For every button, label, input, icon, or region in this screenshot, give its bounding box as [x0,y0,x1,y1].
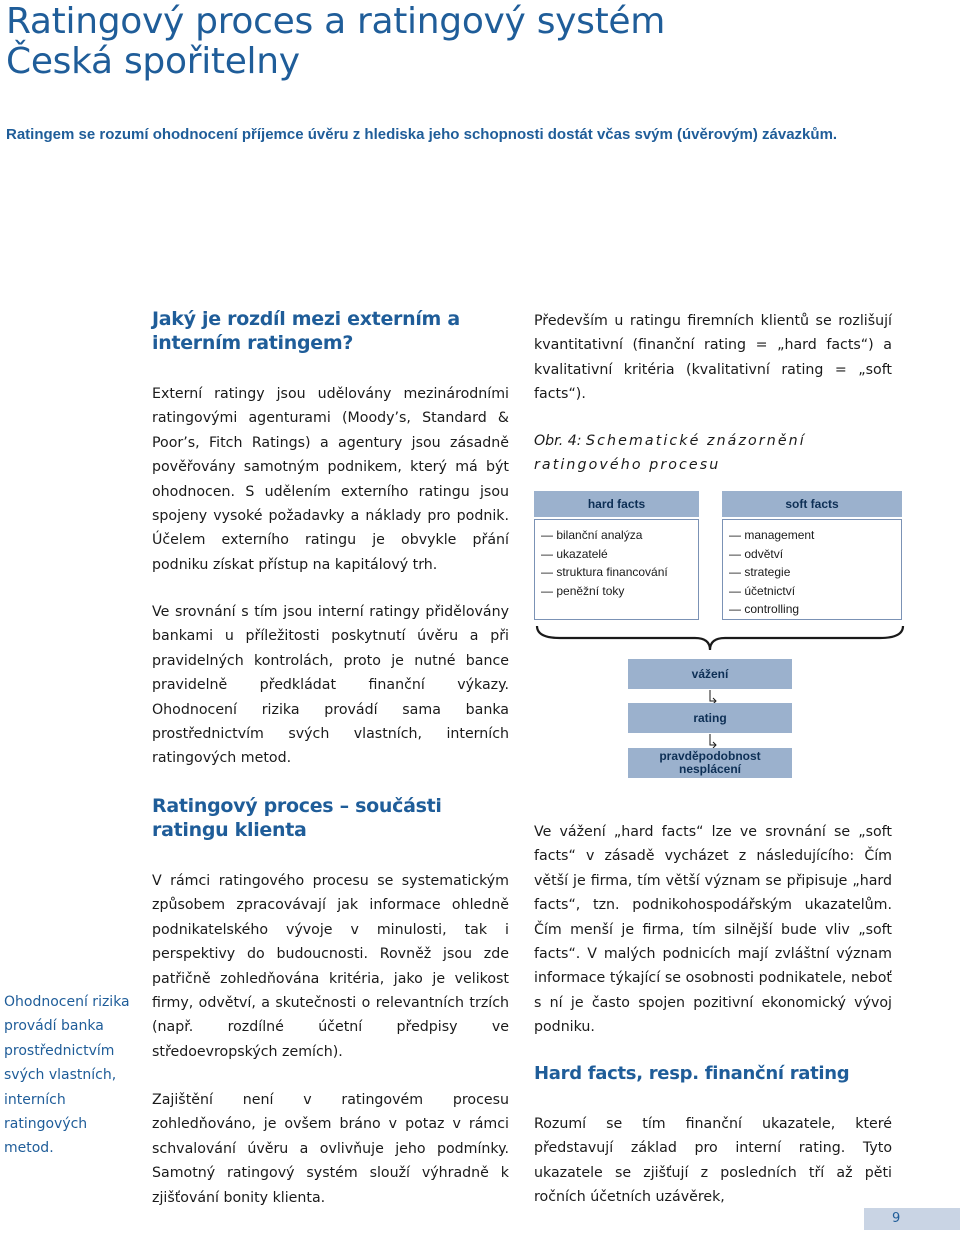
page-title-line2: Česká spořitelny [6,41,300,82]
figure-caption-text: Schematické znázornění ratingového procesu [534,433,806,474]
weighting-step: vážení [628,659,792,689]
soft-fact-item: — odvětví [723,545,901,564]
down-arrow-icon [710,690,716,704]
hard-fact-item: — peněžní toky [535,582,698,601]
right-paragraph-weighting: Ve vážení „hard facts“ lze ve srovnání se „soft facts“ v zásadě vycházet z následujícího: Čím větší je firma, tím větší význam se připisuje „hard facts“, tzn. podnikohospodářským ukazatelům. Čím menší je firma, tím silnější bude vliv „soft facts“. V malých podnicích mají zvláštní význam informace týkající se osobnosti podnikatele, neboť s ní je často spojen pozitivní ekonomický vývoj podniku. [534,824,892,1036]
section2-paragraph2: Zajištění není v ratingovém procesu zohledňováno, je ovšem bráno v potaz v rámci schvalování úvěru a ovlivňuje jeho podmínky. Samotný ratingový systém slouží výhradně k zjišťování bonity klienta. [152,1092,509,1206]
soft-fact-item: — controlling [723,600,901,619]
section1-heading: Jaký je rozdíl mezi externím a interním ratingem? [152,308,460,354]
figure-caption [534,429,894,478]
section2-heading: Ratingový proces – součásti ratingu klienta [152,795,442,841]
merge-brace [537,626,903,650]
section2-paragraph1: V rámci ratingového procesu se systematickým způsobem zpracovávají jak informace ohledně podnikatelského vývoje v minulosti, tak i perspektivy do budoucnosti. Rovněž jsou zde patřičně zohledňována kritéria, jako je velikost firmy, odvětví, a skutečnosti o relevantních trzích (např. rozdílné účetní předpisy ve středoevropských zemích). [152,873,509,1060]
down-arrow-icon [710,734,716,748]
page-title-line1: Ratingový proces a ratingový systém [6,1,666,42]
soft-facts-header: soft facts [722,491,902,517]
rating-step: rating [628,703,792,733]
hard-fact-item: — bilanční analýza [535,526,698,545]
default-probability-step: pravděpodobnost nesplácení [628,748,792,778]
right-paragraph-financial-rating: Rozumí se tím finanční ukazatele, které představují základ pro interní rating. Tyto ukazatele se zjišťují z posledních tří až pěti ročních účetních uzávěrek, [534,1116,892,1206]
soft-facts-list [722,519,902,620]
section1-paragraph1: Externí ratingy jsou udělovány mezinárodními ratingovými agenturami (Moody’s, Standard & Poor’s, Fitch Ratings) a agentury jsou zásadně pověřovány samotným podnikem, který má být ohodnocen. S udělením externího ratingu jsou spojeny vysoké požadavky a náklady pro podnik. Účelem externího ratingu je obvykle přání podniku získat přístup na kapitálový trh. [152,386,509,573]
soft-fact-item: — management [723,526,901,545]
sidebar-note: Ohodnocení rizika provádí banka prostřednictvím svých vlastních, interních ratingových metod. [4,994,130,1157]
intro-statement: Ratingem se rozumí ohodnocení příjemce úvěru z hlediska jeho schopnosti dostát včas svým (úvěrovým) závazkům. [6,126,838,143]
hard-fact-item: — ukazatelé [535,545,698,564]
page-title [6,2,665,82]
soft-fact-item: — strategie [723,563,901,582]
figure-caption-label: Obr. 4: [534,433,582,449]
section1-paragraph2: Ve srovnání s tím jsou interní ratingy přidělovány bankami u příležitosti poskytnutí úvěru a při pravidelných kontrolách, proto je nutné bance pravidelně předkládat finanční výkazy. Ohodnocení rizika provádí sama banka prostřednictvím svých vlastních, interních ratingových metod. [152,604,509,767]
page-number: 9 [864,1208,960,1230]
right-paragraph-hard-soft: Především u ratingu firemních klientů se rozlišují kvantitativní (finanční rating = „hard facts“) a kvalitativní kritéria (kvalitativní rating = „soft facts“). [534,313,892,403]
hard-facts-heading: Hard facts, resp. finanční rating [534,1063,850,1084]
hard-facts-list [534,519,699,620]
soft-fact-item: — účetnictví [723,582,901,601]
hard-fact-item: — struktura financování [535,563,698,582]
hard-facts-header: hard facts [534,491,699,517]
